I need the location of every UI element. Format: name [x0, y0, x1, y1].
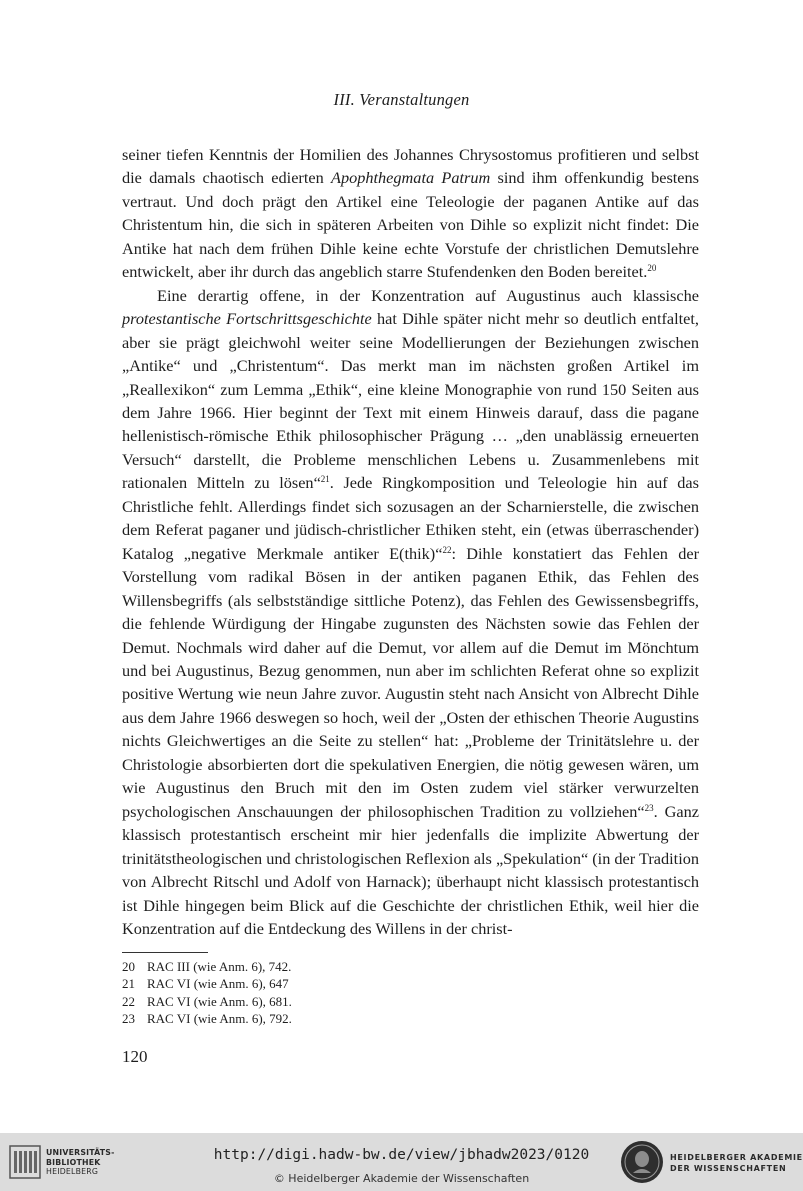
- italic-text: protestantische Fortschrittsgeschichte: [122, 309, 372, 329]
- body-text: [122, 143, 699, 940]
- library-name-line: HEIDELBERG: [46, 1167, 99, 1176]
- italic-text: Apophthegmata Patrum: [331, 168, 491, 188]
- footnote-text: RAC VI (wie Anm. 6), 681.: [147, 993, 292, 1009]
- academy-name: [670, 1152, 803, 1174]
- paragraph-1: [122, 143, 699, 284]
- academy-emblem-icon: [619, 1139, 665, 1185]
- page-number: 120: [122, 1047, 148, 1066]
- footnote-ref: 23: [644, 802, 654, 813]
- library-name-line: BIBLIOTHEK: [46, 1157, 101, 1167]
- footnote-21: [122, 975, 699, 992]
- text-run: : Dihle konstatiert das Fehlen der Vorstellung vom radikal Bösen in der antiken paganen Ethik, das Fehlen des Willensbegriffs (als selbstständige sittliche Potenz), das Fehlen des Gewissensbegriffs, die fehlende Würdigung der Hingabe zugunsten des Nächsten sowie das Fehlen der Demut. Nochmals wird daher auf die Demut, vor allem auf die Demut im Mönchtum und bei Augustinus, Bezug genommen, nun aber im schlichten Referat ohne so explizit positive Wertung wie neun Jahre zuvor. Augustin steht nach Ansicht von Albrecht Dihle aus dem Jahre 1966 deswegen so hoch, weil der „Osten der ethischen Theorie Augustins nichts Gleichwertiges an die Seite zu stellen“ hat: „Probleme der Trinitätslehre u. der Christologie absorbierten dort die spekulativen Energien, die nötig gewesen wären, um wie Augustinus den Bruch mit den im Osten zudem viel stärker verwurzelten psychologischen Anschauungen der philosophischen Tradition zu vollziehen“: [122, 543, 699, 821]
- footnote-text: RAC III (wie Anm. 6), 742.: [147, 959, 292, 974]
- text-run: hat Dihle später nicht mehr so deutlich entfaltet, aber sie prägt gleichwohl weiter seine Modellierungen der Beziehungen zwischen „Antike“ und „Christentum“. Das merkt man im nächsten großen Artikel im „Reallexikon“ zum Lemma „Ethik“, eine kleine Monographie von rund 150 Seiten aus dem Jahre 1966. Hier beginnt der Text mit einem Hinweis darauf, dass die pagane hellenistisch-römische Ethik philosophischer Prägung … „den unablässig erneuerten Versuch“ darstellt, die Probleme menschlichen Lebens u. Zusammenlebens mit rationalen Mitteln zu lösen“: [122, 309, 699, 493]
- footnote-number: 21: [122, 976, 135, 992]
- footnote-text: RAC VI (wie Anm. 6), 792.: [147, 1010, 292, 1026]
- academy-name-line: HEIDELBERGER AKADEMIE: [670, 1153, 803, 1162]
- permalink-url[interactable]: http://digi.hadw-bw.de/view/jbhadw2023/0120: [213, 1147, 590, 1163]
- footnote-22: [122, 993, 699, 1010]
- text-run: seiner tiefen Kenntnis der Homilien des Johannes Chrysostomus profitieren und selbst die damals chaotisch edierten: [122, 145, 699, 188]
- copyright-notice: © Heidelberger Akademie der Wissenschaften: [273, 1172, 530, 1185]
- text-run: Eine derartig offene, in der Konzentration auf Augustinus auch klassische: [157, 285, 699, 305]
- footnotes: [122, 958, 699, 1027]
- footnote-number: 22: [122, 993, 135, 1009]
- text-run: . Ganz klassisch protestantisch erscheint mir hier jedenfalls die implizite Abwertung der trinitätstheologischen und christologischen Reflexion als „Spekulation“ (in der Tradition von Albrecht Ritschl und Adolf von Harnack); überhaupt nicht klassisch protestantisch ist Dihle hingegen beim Blick auf die Geschichte der christlichen Ethik, weil hier die Konzentration auf die Entdeckung des Willens in der christ-: [122, 801, 699, 938]
- footnote-ref: 21: [320, 474, 330, 485]
- running-head: III. Veranstaltungen: [333, 90, 470, 109]
- text-run: sind ihm offenkundig bestens vertraut. Und doch prägt den Artikel eine Teleologie der paganen Antike auf das Christentum hin, die sich in späteren Arbeiten von Dihle so explizit nicht findet: Die Antike hat nach dem frühen Dihle keine echte Vorstufe der christlichen Demutslehre entwickelt, aber ihr durch das angeblich starre Stufendenken den Boden bereitet.: [122, 168, 700, 282]
- footnote-number: 20: [122, 959, 135, 974]
- footer-bar: [0, 1133, 803, 1191]
- academy-name-line: DER WISSENSCHAFTEN: [670, 1164, 787, 1173]
- footnote-20: [122, 958, 699, 975]
- footnote-number: 23: [122, 1010, 135, 1026]
- footnote-text: RAC VI (wie Anm. 6), 647: [147, 976, 289, 992]
- footnote-ref: 20: [647, 263, 657, 274]
- footnote-ref: 22: [442, 544, 452, 555]
- text-run: . Jede Ringkomposition und Teleologie hin auf das Christliche fehlt. Allerdings findet sich sozusagen an der Scharnierstelle, die zwischen dem Referat paganer und jüdisch-christlicher Ethiken steht, ein (etwas überraschender) Katalog „negative Merkmale antiker E(thik)“: [122, 473, 699, 563]
- paragraph-2: [122, 284, 699, 941]
- library-name-line: UNIVERSITÄTS-: [46, 1148, 115, 1157]
- footnote-divider: [122, 952, 208, 953]
- footnote-23: [122, 1010, 699, 1027]
